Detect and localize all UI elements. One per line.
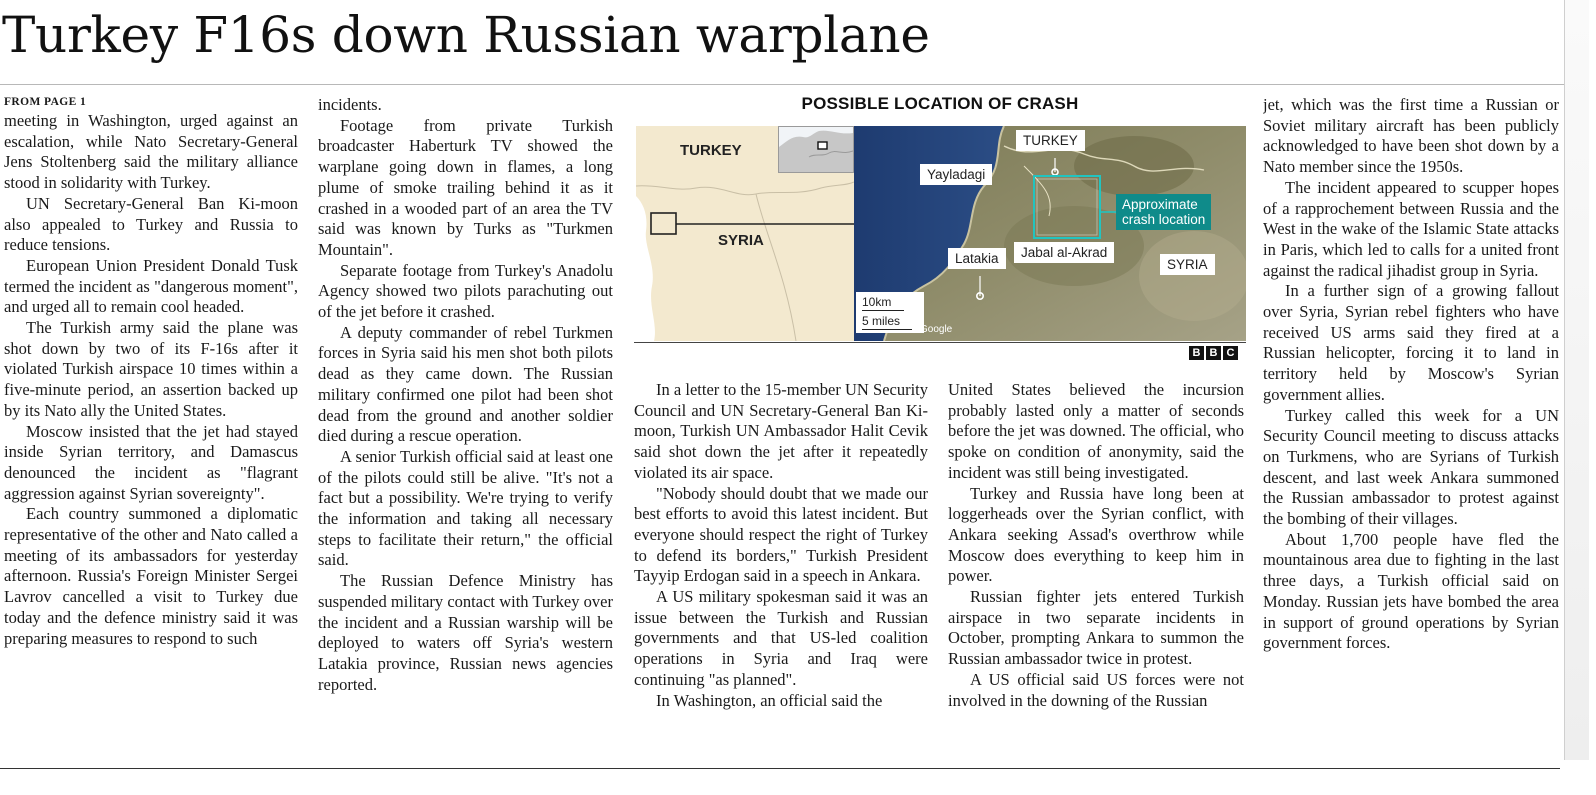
paragraph: incidents.	[318, 95, 382, 114]
label-turkey-satellite: TURKEY	[1016, 130, 1085, 151]
scale-km: 10km	[862, 295, 904, 311]
label-syria-satellite: SYRIA	[1160, 254, 1215, 275]
paragraph: A deputy commander of rebel Turkmen forces in Syria said his men shot both pilots dead as they came down. The Russian military confirmed one pilot had been shot dead from the ground and another soldier died during a rescue operation.	[318, 322, 613, 446]
label-latakia: Latakia	[948, 248, 1006, 269]
header-rule	[0, 84, 1564, 85]
paragraph: UN Secretary-General Ban Ki-moon also appealed to Turkey and Russia to reduce tensions.	[4, 193, 298, 255]
paragraph: Each country summoned a diplomatic representative of the other and Nato called a meeting of its ambassadors for yesterday afternoon. Russia's Foreign Minister Sergei Lavrov cancelled a visit to Turkey due today and the defence ministry said it was preparing measures to respond to such	[4, 504, 298, 648]
paragraph: The incident appeared to scupper hopes of a rapprochement between Russia and the West in the wake of the Islamic State attacks in Paris, which led to calls for a united front against the radical jihadist group in Syria.	[1263, 177, 1559, 280]
paragraph: United States believed the incursion probably lasted only a matter of seconds before the jet was downed. The official, who spoke on condition of anonymity, said the incident was still being investigated.	[948, 380, 1244, 482]
graphic-title: POSSIBLE LOCATION OF CRASH	[801, 94, 1079, 113]
paragraph: European Union President Donald Tusk termed the incident as "dangerous moment", and urged all to remain cool headed.	[4, 255, 298, 317]
continued-kicker: FROM PAGE 1	[4, 96, 87, 108]
label-jabal-al-akrad: Jabal al-Akrad	[1014, 242, 1114, 263]
paragraph: Footage from private Turkish broadcaster Haberturk TV showed the warplane going down in flames, a long plume of smoke trailing behind it as it crashed in a wooded part of an area the TV said was known by Turks as "Turkmen Mountain".	[318, 115, 613, 259]
article-column-3	[634, 380, 928, 760]
paragraph: About 1,700 people have fled the mountainous area due to fighting in the last three days, a Turkish official said on Monday. Russian jets have bombed the area in support of ground operations by Syrian government forces.	[1263, 529, 1559, 653]
label-syria-overview: SYRIA	[718, 232, 764, 249]
paragraph: Moscow insisted that the jet had stayed inside Syrian territory, and Damascus denounced the incident as "flagrant aggression against Syrian sovereignty".	[4, 421, 298, 503]
paragraph: The Russian Defence Ministry has suspended military contact with Turkey over the incident and a Russian warship will be deployed to waters off Syria's western Latakia province, Russian news agencies reported.	[318, 571, 613, 694]
bbc-letter: B	[1206, 346, 1221, 360]
paragraph: In a further sign of a growing fallout over Syria, Syrian rebel fighters who have received US arms said they fired at a Russian helicopter, forcing it to land in territory held by Moscow's Syrian government allies.	[1263, 281, 1559, 404]
paragraph: A senior Turkish official said at least one of the pilots could still be alive. "It's not a fact but a possibility. We're trying to verify the information and taking all necessary steps to facilitate their return," the official said.	[318, 446, 613, 570]
paragraph: Turkey and Russia have long been at loggerheads over the Syrian conflict, with Ankara seeking Assad's overthrow while Moscow does everything to keep him in power.	[948, 483, 1244, 586]
satellite-map	[854, 126, 1246, 341]
paragraph: Russian fighter jets entered Turkish airspace in two separate incidents in October, prompting Ankara to summon the Russian ambassador twice in protest.	[948, 587, 1244, 669]
paragraph: The Turkish army said the plane was shot down by two of its F-16s after it violated Turkish airspace 10 times within a five-minute period, an assertion backed up by its Nato ally the United States.	[4, 318, 298, 420]
footer-rule	[0, 768, 1560, 769]
crash-label-line-1: Approximate	[1122, 197, 1198, 212]
bbc-credit-logo	[1189, 346, 1238, 360]
paragraph: In a letter to the 15-member UN Security Council and UN Secretary-General Ban Ki-moon, Turkish UN Ambassador Halit Cevik said shot down the jet after it repeatedly violated its air space.	[634, 380, 928, 482]
crash-label-line-2: crash location	[1122, 212, 1206, 227]
paragraph: In Washington, an official said the	[656, 690, 883, 710]
bbc-letter: C	[1223, 346, 1238, 360]
paragraph: meeting in Washington, urged against an escalation, while Nato Secretary-General Jens Stoltenberg said the military alliance stood in solidarity with Turkey.	[4, 111, 298, 193]
label-turkey-overview: TURKEY	[680, 142, 742, 159]
label-yayladagi: Yayladagi	[920, 164, 992, 185]
page-edge-strip	[1564, 0, 1589, 760]
paragraph: jet, which was the first time a Russian or Soviet military aircraft has been publicly acknowledged to have been shot down by a Nato member since the 1950s.	[1263, 95, 1559, 177]
article-column-1	[4, 95, 298, 760]
graphic-rule	[634, 342, 1246, 343]
bbc-letter: B	[1189, 346, 1204, 360]
inset-globe	[778, 126, 854, 173]
headline: Turkey F16s down Russian warplane	[2, 6, 930, 64]
overview-map	[636, 126, 854, 341]
crash-location-graphic	[634, 94, 1246, 364]
paragraph: A US military spokesman said it was an issue between the Turkish and Russian governments and that US-led coalition operations in Syria and Iraq were continuing "as planned".	[634, 587, 928, 689]
label-approximate-crash-location	[1116, 194, 1211, 230]
scale-miles: 5 miles	[862, 314, 912, 330]
paragraph: "Nobody should doubt that we made our best efforts to avoid this latest incident. But everyone should respect the right of Turkey to defend its borders," Turkish President Tayyip Erdogan said in a speech in Ankara.	[634, 483, 928, 586]
paragraph: Turkey called this week for a UN Security Council meeting to discuss attacks on Turkmens, who are Syrians of Turkish descent, and last week Ankara summoned the Russian ambassador to protest against the bombing of their villages.	[1263, 405, 1559, 529]
google-attribution: Google	[920, 324, 953, 335]
paragraph: Separate footage from Turkey's Anadolu Agency showed two pilots parachuting out of the jet before it crashed.	[318, 260, 613, 322]
paragraph: A US official said US forces were not involved in the downing of the Russian	[948, 669, 1244, 710]
map-scale	[856, 292, 924, 333]
article-column-4	[948, 380, 1244, 760]
article-column-2	[318, 95, 613, 760]
article-column-5	[1263, 95, 1559, 760]
